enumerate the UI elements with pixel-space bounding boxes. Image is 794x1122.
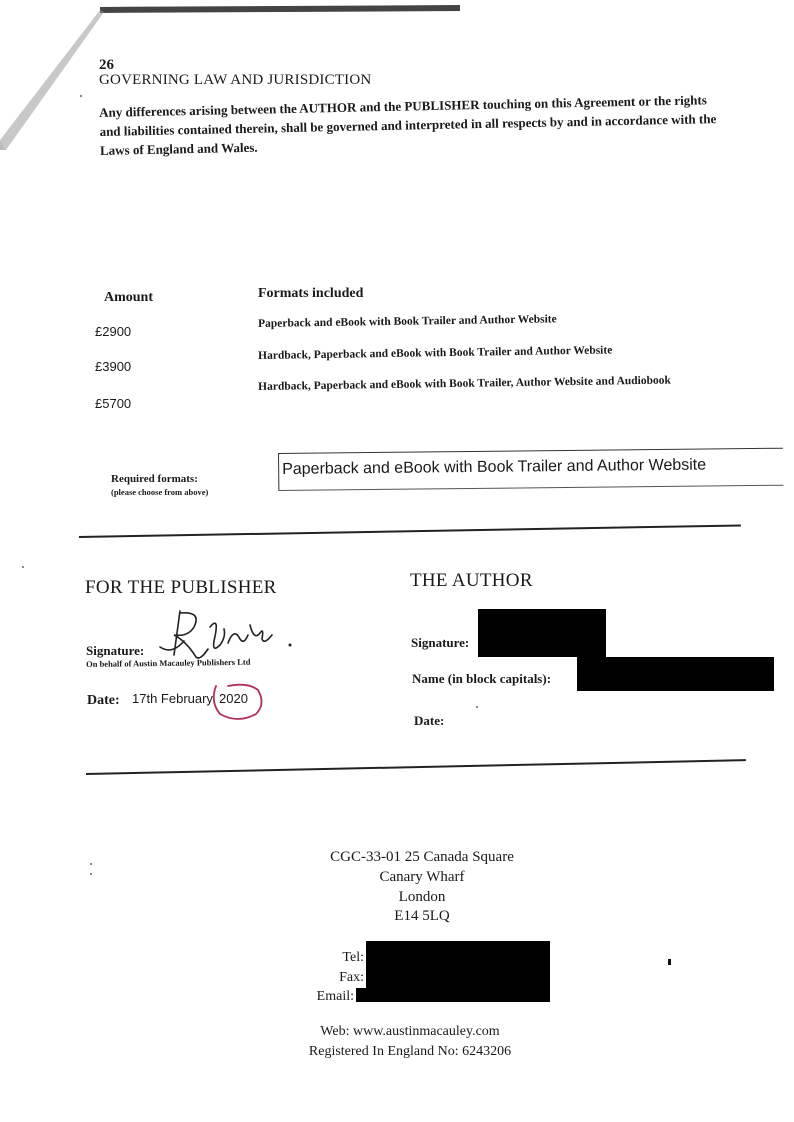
clause-title: GOVERNING LAW AND JURISDICTION: [99, 72, 372, 88]
author-heading: THE AUTHOR: [410, 570, 533, 591]
price-amount: £5700: [95, 396, 132, 411]
redacted-contact-details: [366, 941, 550, 1002]
address-line: Canary Wharf: [379, 869, 465, 885]
formats-column-header: Formats included: [258, 286, 364, 301]
redacted-author-name: [577, 657, 774, 691]
amount-column-header: Amount: [104, 290, 154, 305]
publisher-signature-label: Signature:: [86, 643, 145, 658]
publisher-heading: FOR THE PUBLISHER: [85, 577, 277, 598]
author-name-label: Name (in block capitals):: [412, 671, 552, 686]
scan-speck: [80, 95, 82, 97]
price-amount: £2900: [95, 324, 132, 339]
price-formats: Hardback, Paperback and eBook with Book Trailer and Author Website: [258, 344, 613, 362]
ink-circle-annotation: [208, 680, 268, 722]
scan-speck: [22, 566, 24, 568]
redacted-contact-details: [356, 988, 370, 1002]
scan-speck: [90, 873, 92, 875]
email-label: Email:: [316, 989, 354, 1004]
scan-speck: [668, 959, 671, 965]
website-line: Web: www.austinmacauley.com: [320, 1024, 500, 1039]
section-divider: [86, 759, 746, 775]
publisher-on-behalf: On behalf of Austin Macauley Publishers Ltd: [86, 656, 251, 669]
address-line: E14 5LQ: [394, 908, 450, 924]
clause-body: Any differences arising between the AUTHOR and the PUBLISHER touching on this Agreement or the rights and liabilities contained therein, shall be governed and interpreted in all respects by and in accordance with the Laws of England and Wales.: [99, 92, 717, 158]
clause-number: 26: [99, 57, 114, 73]
required-formats-label: Required formats:: [111, 473, 198, 485]
publisher-date-year: 2020: [219, 691, 248, 706]
publisher-date-label: Date:: [87, 693, 120, 708]
scan-speck: [90, 863, 92, 865]
tel-label: Tel:: [342, 950, 364, 965]
fax-label: Fax:: [339, 970, 364, 985]
price-formats: Paperback and eBook with Book Trailer and Author Website: [258, 313, 557, 330]
registration-line: Registered In England No: 6243206: [308, 1044, 512, 1059]
address-line: London: [398, 889, 446, 905]
required-formats-value: Paperback and eBook with Book Trailer and Author Website: [282, 456, 707, 478]
section-divider: [79, 524, 741, 538]
required-formats-hint: (please choose from above): [111, 487, 209, 497]
publisher-date-value: 17th February: [132, 691, 213, 706]
scan-edge-shadow: [100, 5, 460, 13]
price-amount: £3900: [95, 359, 132, 374]
author-signature-label: Signature:: [411, 635, 470, 650]
author-date-label: Date:: [414, 713, 445, 728]
required-formats-field[interactable]: [278, 448, 783, 493]
address-line: CGC-33-01 25 Canada Square: [330, 849, 514, 865]
price-formats: Hardback, Paperback and eBook with Book Trailer, Author Website and Audiobook: [258, 374, 671, 393]
scan-speck: [476, 706, 478, 708]
redacted-author-signature: [478, 609, 606, 657]
